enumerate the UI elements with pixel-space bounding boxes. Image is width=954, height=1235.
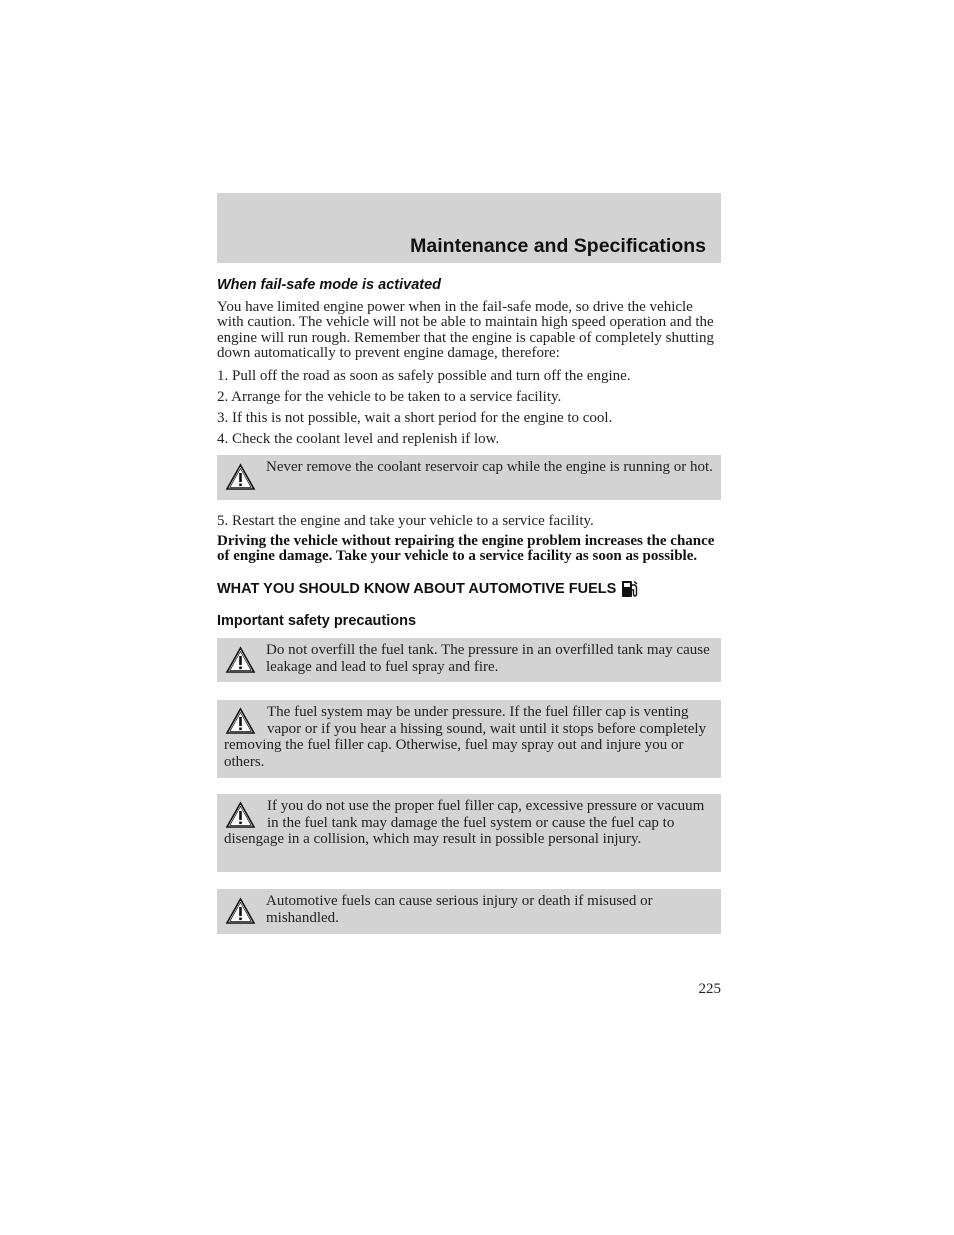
warning-text-pressure: The fuel system may be under pressure. If the fuel filler cap is venting vapor or if you hear a hissing sound, wait until it stops before completely removing the fuel filler cap. Otherwise, fuel may spray out and injure you or others. (224, 704, 707, 770)
failsafe-heading: When fail-safe mode is activated (217, 277, 442, 293)
step-4: 4. Check the coolant level and replenish if low. (217, 430, 500, 447)
step-2: 2. Arrange for the vehicle to be taken to a service facility. (217, 388, 562, 405)
page-number: 225 (698, 981, 721, 997)
warning-box-fuels (217, 889, 721, 934)
warning-box-pressure (217, 700, 721, 778)
bold-note: Driving the vehicle without repairing the engine problem increases the chance of engine damage. Take your vehicle to a service facility as soon as possible. (217, 532, 715, 565)
warning-triangle-icon (225, 707, 256, 735)
warning-box-coolant (217, 455, 721, 500)
fuels-heading (217, 579, 721, 599)
header-bar (217, 193, 721, 263)
step-3: 3. If this is not possible, wait a short period for the engine to cool. (217, 409, 613, 426)
precautions-heading: Important safety precautions (217, 613, 417, 630)
warning-triangle-icon (225, 646, 256, 674)
warning-box-overfill (217, 638, 721, 682)
page-title: Maintenance and Specifications (410, 235, 706, 257)
warning-text-fuels: Automotive fuels can cause serious injury or death if misused or mishandled. (266, 893, 653, 926)
warning-box-filler-cap (217, 794, 721, 872)
warning-text-coolant: Never remove the coolant reservoir cap while the engine is running or hot. (266, 458, 713, 475)
main-content (217, 276, 721, 934)
warning-triangle-icon (225, 897, 256, 925)
step-5: 5. Restart the engine and take your vehicle to a service facility. (217, 512, 594, 529)
fuel-pump-icon (621, 579, 639, 599)
fuels-heading-text: WHAT YOU SHOULD KNOW ABOUT AUTOMOTIVE FUELS (217, 581, 617, 598)
warning-triangle-icon (225, 463, 256, 491)
step-1: 1. Pull off the road as soon as safely possible and turn off the engine. (217, 367, 631, 384)
warning-text-filler-cap: If you do not use the proper fuel filler cap, excessive pressure or vacuum in the fuel tank may damage the fuel system or cause the fuel cap to disengage in a collision, which may result in possible personal injury. (224, 798, 705, 848)
failsafe-intro: You have limited engine power when in the fail-safe mode, so drive the vehicle with caution. The vehicle will not be able to maintain high speed operation and the engine will run rough. Remember that the engine is capable of completely shutting down automatically to prevent engine damage, therefore: (217, 299, 714, 362)
warning-triangle-icon (225, 801, 256, 829)
warning-text-overfill: Do not overfill the fuel tank. The pressure in an overfilled tank may cause leakage and lead to fuel spray and fire. (266, 642, 710, 675)
